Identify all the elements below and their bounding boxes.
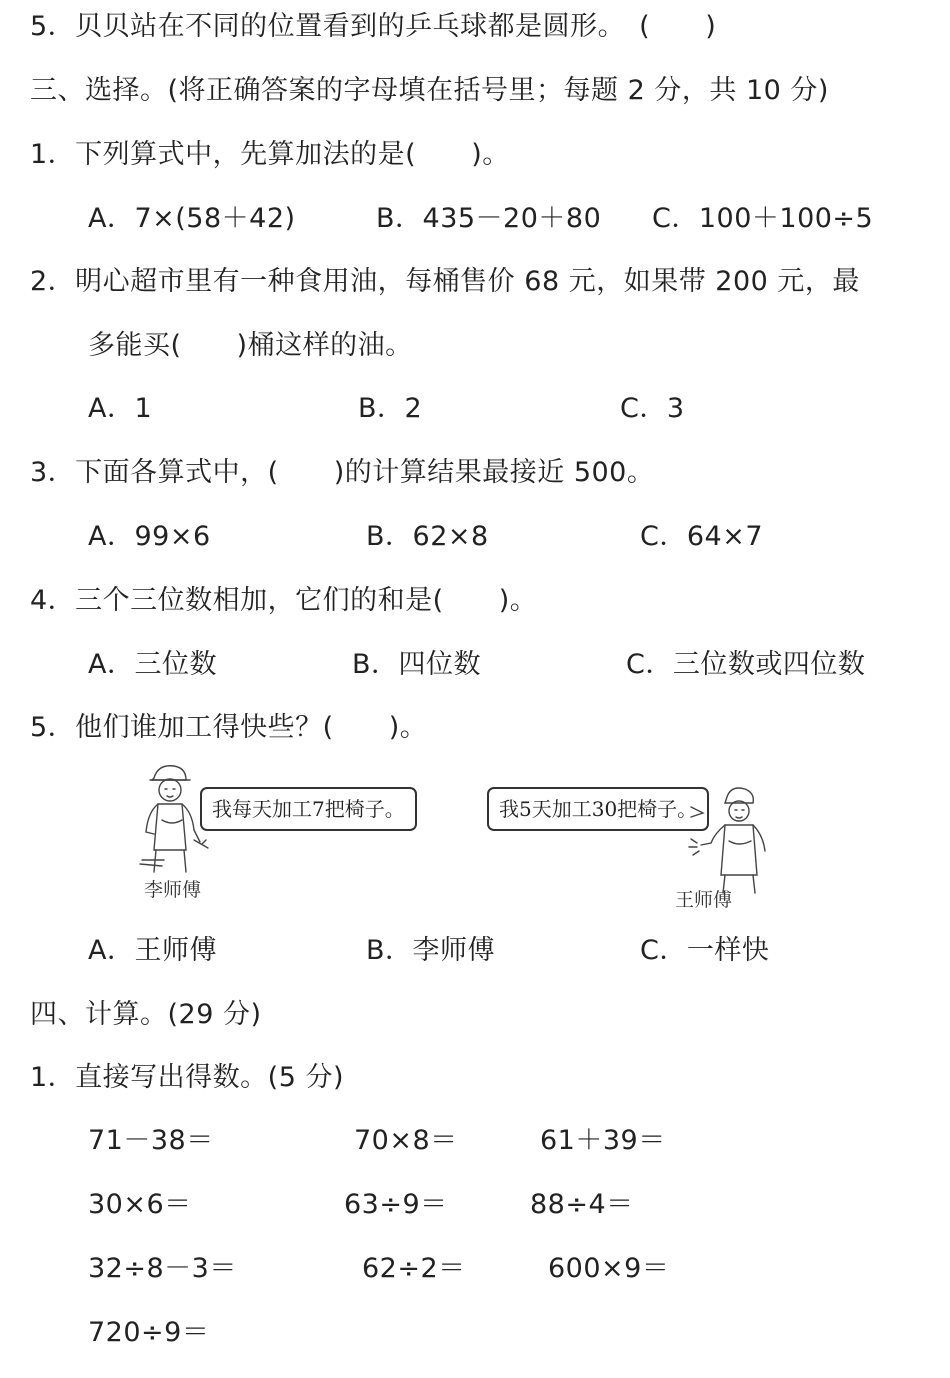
question-2-line-1: 2．明心超市里有一种食用油，每桶售价 68 元，如果带 200 元，最 (30, 266, 860, 297)
q2-option-b: B．2 (358, 393, 423, 424)
calc-item: 32÷8－3＝ (88, 1253, 237, 1284)
question-5: 5．他们谁加工得快些？( )。 (30, 712, 428, 743)
worker-li-name: 李师傅 (144, 879, 202, 901)
question-4: 4．三个三位数相加，它们的和是( )。 (30, 585, 538, 616)
section-4-heading: 四、计算。(29 分) (30, 999, 262, 1030)
calc-item: 63÷9＝ (344, 1189, 448, 1220)
calc-item: 720÷9＝ (88, 1317, 210, 1348)
q4-option-b: B．四位数 (352, 649, 482, 680)
q5-option-c: C．一样快 (640, 935, 770, 966)
q1-option-c: C．100＋100÷5 (652, 203, 874, 234)
calc-subheading: 1．直接写出得数。(5 分) (30, 1062, 345, 1093)
worker-li-speech-bubble: 我每天加工7把椅子。 (200, 787, 417, 831)
q1-option-b: B．435－20＋80 (376, 203, 602, 234)
calc-item: 62÷2＝ (362, 1253, 466, 1284)
calc-item: 71－38＝ (88, 1125, 214, 1156)
question-1: 1．下列算式中，先算加法的是( )。 (30, 139, 510, 170)
calc-item: 88÷4＝ (530, 1189, 634, 1220)
q4-option-a: A．三位数 (88, 649, 217, 680)
workers-illustration (130, 755, 780, 920)
q3-option-b: B．62×8 (366, 521, 489, 552)
q4-option-c: C．三位数或四位数 (626, 649, 866, 680)
q3-option-a: A．99×6 (88, 521, 211, 552)
q2-option-a: A．1 (88, 393, 153, 424)
q2-option-c: C．3 (620, 393, 685, 424)
q3-option-c: C．64×7 (640, 521, 764, 552)
worker-wang-name: 王师傅 (675, 889, 733, 911)
calc-item: 600×9＝ (548, 1253, 670, 1284)
worker-wang-speech-bubble: 我5天加工30把椅子。 (487, 787, 709, 831)
q5-option-a: A．王师傅 (88, 935, 217, 966)
section-3-heading: 三、选择。(将正确答案的字母填在括号里；每题 2 分，共 10 分) (30, 75, 829, 106)
q5-option-b: B．李师傅 (366, 935, 496, 966)
calc-item: 61＋39＝ (540, 1125, 666, 1156)
question-2-line-2: 多能买( )桶这样的油。 (88, 330, 413, 361)
calc-item: 70×8＝ (354, 1125, 458, 1156)
q1-option-a: A．7×(58＋42) (88, 203, 296, 234)
item-5-judgement: 5．贝贝站在不同的位置看到的乒乓球都是圆形。 ( ) (30, 11, 717, 42)
calc-item: 30×6＝ (88, 1189, 192, 1220)
worker-wang-figure (685, 785, 775, 895)
question-3: 3．下面各算式中，( )的计算结果最接近 500。 (30, 457, 655, 488)
